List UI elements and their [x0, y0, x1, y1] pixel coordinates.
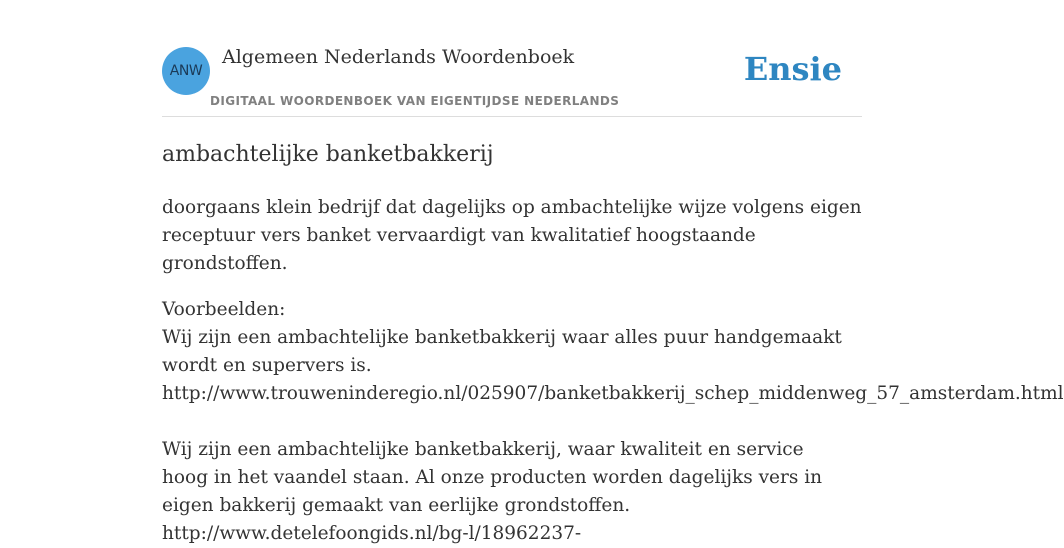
example-source-link[interactable]: http://www.detelefoongids.nl/bg-l/18962237- — [162, 523, 582, 544]
site-header — [162, 0, 862, 117]
example-source-link[interactable]: http://www.trouweninderegio.nl/025907/banketbakkerij_schep_middenweg_57_amsterdam.html — [162, 383, 1064, 404]
anw-logo[interactable]: ANW — [162, 47, 210, 95]
site-title[interactable]: Algemeen Nederlands Woordenboek — [222, 46, 575, 68]
examples-section — [162, 296, 1064, 548]
example-separator — [162, 408, 882, 436]
entry-term: ambachtelijke banketbakkerij — [162, 142, 494, 167]
site-subtitle: DIGITAAL WOORDENBOEK VAN EIGENTIJDSE NEDERLANDS — [210, 94, 620, 108]
entry-content — [162, 140, 1064, 548]
ensie-brand-logo[interactable]: Ensie — [743, 50, 842, 88]
example-text: Wij zijn een ambachtelijke banketbakkerij, waar kwaliteit en service hoog in het vaandel staan. Al onze producten worden dagelijks vers in eigen bakkerij gemaakt van eerlijke grondstoffen. — [162, 439, 823, 516]
entry-definition: doorgaans klein bedrijf dat dagelijks op ambachtelijke wijze volgens eigen receptuur vers banket vervaardigt van kwalitatief hoogstaande grondstoffen. — [162, 197, 862, 274]
examples-label: Voorbeelden: — [162, 299, 286, 320]
example-text: Wij zijn een ambachtelijke banketbakkerij waar alles puur handgemaakt wordt en supervers is. — [162, 327, 842, 376]
